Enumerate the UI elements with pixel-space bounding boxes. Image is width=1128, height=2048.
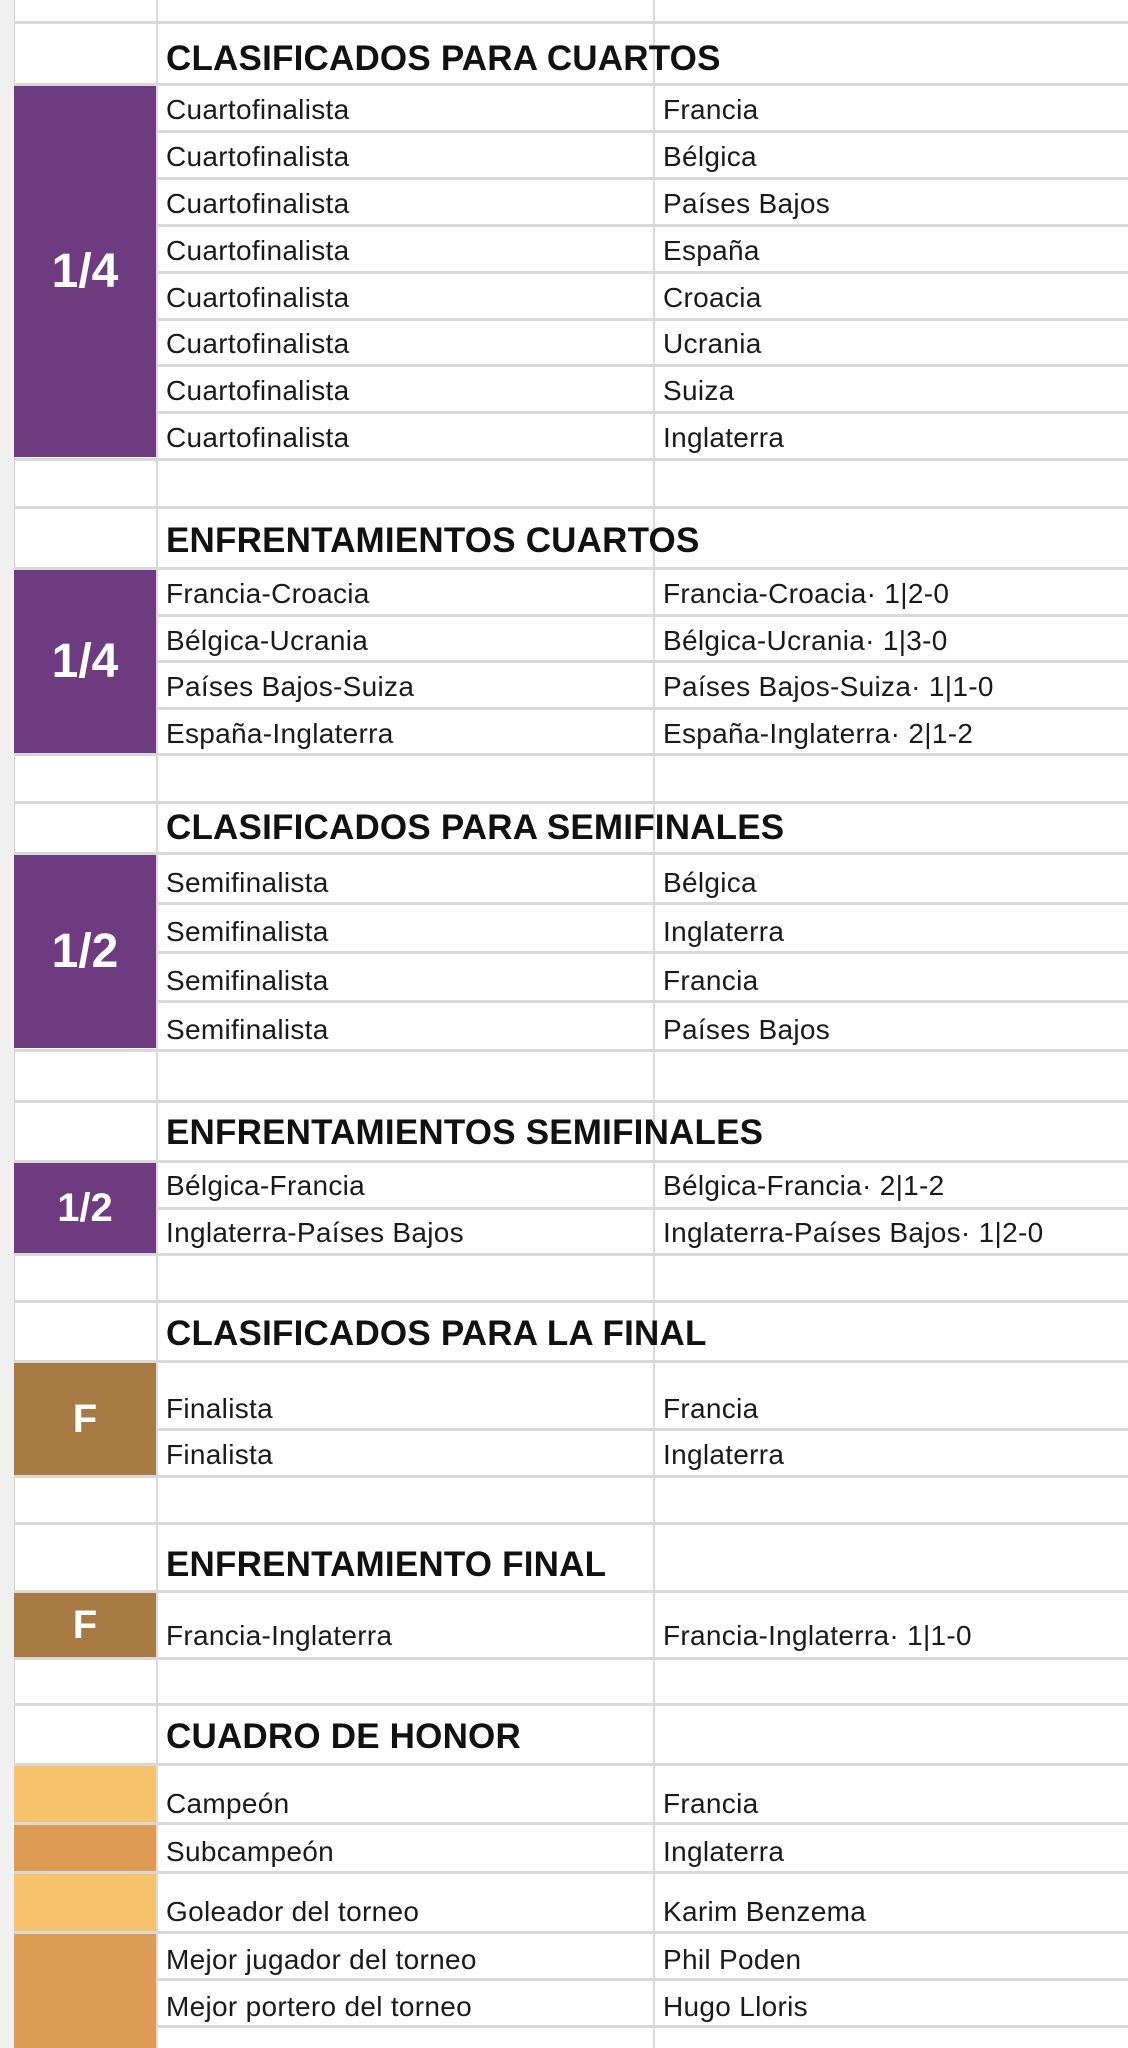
column-divider: [653, 0, 655, 2048]
cell-value[interactable]: Inglaterra: [663, 916, 785, 947]
cell-value[interactable]: Ucrania: [663, 328, 762, 359]
section-title-final: CLASIFICADOS PARA LA FINAL: [166, 1314, 707, 1353]
cell-label[interactable]: Francia-Inglaterra: [166, 1620, 393, 1651]
section-title-cuartos: CLASIFICADOS PARA CUARTOS: [166, 39, 721, 78]
column-divider: [156, 0, 158, 2048]
cell-value[interactable]: Países Bajos: [663, 188, 831, 219]
section-title-semifinales: CLASIFICADOS PARA SEMIFINALES: [166, 808, 785, 847]
cell-value[interactable]: Bélgica: [663, 867, 757, 898]
grid-line: [14, 21, 1128, 24]
cell-label[interactable]: Francia-Croacia: [166, 578, 370, 609]
row-header-gutter[interactable]: [0, 0, 15, 2048]
section-title-enfrentamientos-semifinales: ENFRENTAMIENTOS SEMIFINALES: [166, 1113, 764, 1152]
cell-value[interactable]: Inglaterra: [663, 1439, 785, 1470]
cell-label[interactable]: Bélgica-Ucrania: [166, 625, 369, 656]
grid-line: [14, 801, 1128, 804]
stage-badge-enfrentamientos-semifinales: 1/2: [14, 1163, 156, 1253]
cell-label[interactable]: Cuartofinalista: [166, 141, 350, 172]
cell-label[interactable]: Bélgica-Francia: [166, 1170, 366, 1201]
cell-label[interactable]: Cuartofinalista: [166, 328, 350, 359]
cell-value[interactable]: Hugo Lloris: [663, 1991, 808, 2022]
cell-value[interactable]: Karim Benzema: [663, 1896, 867, 1927]
cell-label[interactable]: Goleador del torneo: [166, 1896, 420, 1927]
cell-value[interactable]: España: [663, 235, 760, 266]
cell-label[interactable]: España-Inglaterra: [166, 718, 394, 749]
cell-value[interactable]: Inglaterra: [663, 422, 785, 453]
cell-value[interactable]: Bélgica-Ucrania· 1|3-0: [663, 625, 948, 656]
grid-line: [14, 1160, 1128, 1163]
grid-line: [14, 1522, 1128, 1525]
cell-label[interactable]: Inglaterra-Países Bajos: [166, 1217, 464, 1248]
cell-value[interactable]: Suiza: [663, 375, 735, 406]
grid-line: [14, 1590, 1128, 1593]
cell-label[interactable]: Subcampeón: [166, 1836, 335, 1867]
cell-label[interactable]: Semifinalista: [166, 916, 329, 947]
grid-line: [14, 83, 1128, 86]
grid-line: [14, 1703, 1128, 1706]
cell-value[interactable]: Bélgica: [663, 141, 757, 172]
cell-label[interactable]: Semifinalista: [166, 965, 329, 996]
cell-value[interactable]: Inglaterra-Países Bajos· 1|2-0: [663, 1217, 1044, 1248]
cell-label[interactable]: Semifinalista: [166, 1014, 329, 1045]
cell-label[interactable]: Finalista: [166, 1439, 273, 1470]
grid-line: [14, 1763, 1128, 1766]
cell-label[interactable]: Finalista: [166, 1393, 273, 1424]
grid-line: [14, 1300, 1128, 1303]
cell-label[interactable]: Cuartofinalista: [166, 188, 350, 219]
cell-value[interactable]: Francia-Croacia· 1|2-0: [663, 578, 950, 609]
cell-label[interactable]: Mejor portero del torneo: [166, 1991, 473, 2022]
stage-badge-semifinales: 1/2: [14, 855, 156, 1048]
honor-color-swatch: [14, 1874, 156, 1931]
section-title-cuadro-de-honor: CUADRO DE HONOR: [166, 1717, 521, 1756]
cell-value[interactable]: Croacia: [663, 282, 762, 313]
stage-badge-enfrentamientos-cuartos: 1/4: [14, 570, 156, 753]
grid-line: [14, 1100, 1128, 1103]
cell-value[interactable]: Países Bajos: [663, 1014, 831, 1045]
cell-label[interactable]: Cuartofinalista: [166, 375, 350, 406]
honor-color-swatch: [14, 1766, 156, 1822]
cell-label[interactable]: Cuartofinalista: [166, 282, 350, 313]
cell-value[interactable]: Francia-Inglaterra· 1|1-0: [663, 1620, 972, 1651]
honor-color-swatch: [14, 1934, 156, 2048]
honor-color-swatch: [14, 1825, 156, 1871]
cell-label[interactable]: Cuartofinalista: [166, 235, 350, 266]
stage-badge-cuartos: 1/4: [14, 86, 156, 457]
section-title-enfrentamientos-cuartos: ENFRENTAMIENTOS CUARTOS: [166, 521, 700, 560]
cell-label[interactable]: Semifinalista: [166, 867, 329, 898]
grid-line: [14, 567, 1128, 570]
cell-value[interactable]: Phil Poden: [663, 1944, 802, 1975]
cell-value[interactable]: Francia: [663, 1788, 759, 1819]
cell-value[interactable]: Francia: [663, 965, 759, 996]
grid-line: [14, 852, 1128, 855]
cell-value[interactable]: España-Inglaterra· 2|1-2: [663, 718, 974, 749]
cell-label[interactable]: Cuartofinalista: [166, 422, 350, 453]
cell-value[interactable]: Francia: [663, 1393, 759, 1424]
cell-value[interactable]: Inglaterra: [663, 1836, 785, 1867]
cell-value[interactable]: Bélgica-Francia· 2|1-2: [663, 1170, 945, 1201]
cell-value[interactable]: Países Bajos-Suiza· 1|1-0: [663, 671, 994, 702]
stage-badge-enfrentamiento-final: F: [14, 1593, 156, 1657]
cell-label[interactable]: Campeón: [166, 1788, 290, 1819]
stage-badge-final: F: [14, 1363, 156, 1475]
cell-label[interactable]: Mejor jugador del torneo: [166, 1944, 477, 1975]
cell-label[interactable]: Cuartofinalista: [166, 94, 350, 125]
grid-line: [14, 506, 1128, 509]
grid-line: [14, 1360, 1128, 1363]
cell-label[interactable]: Países Bajos-Suiza: [166, 671, 415, 702]
section-title-enfrentamiento-final: ENFRENTAMIENTO FINAL: [166, 1545, 607, 1584]
cell-value[interactable]: Francia: [663, 94, 759, 125]
